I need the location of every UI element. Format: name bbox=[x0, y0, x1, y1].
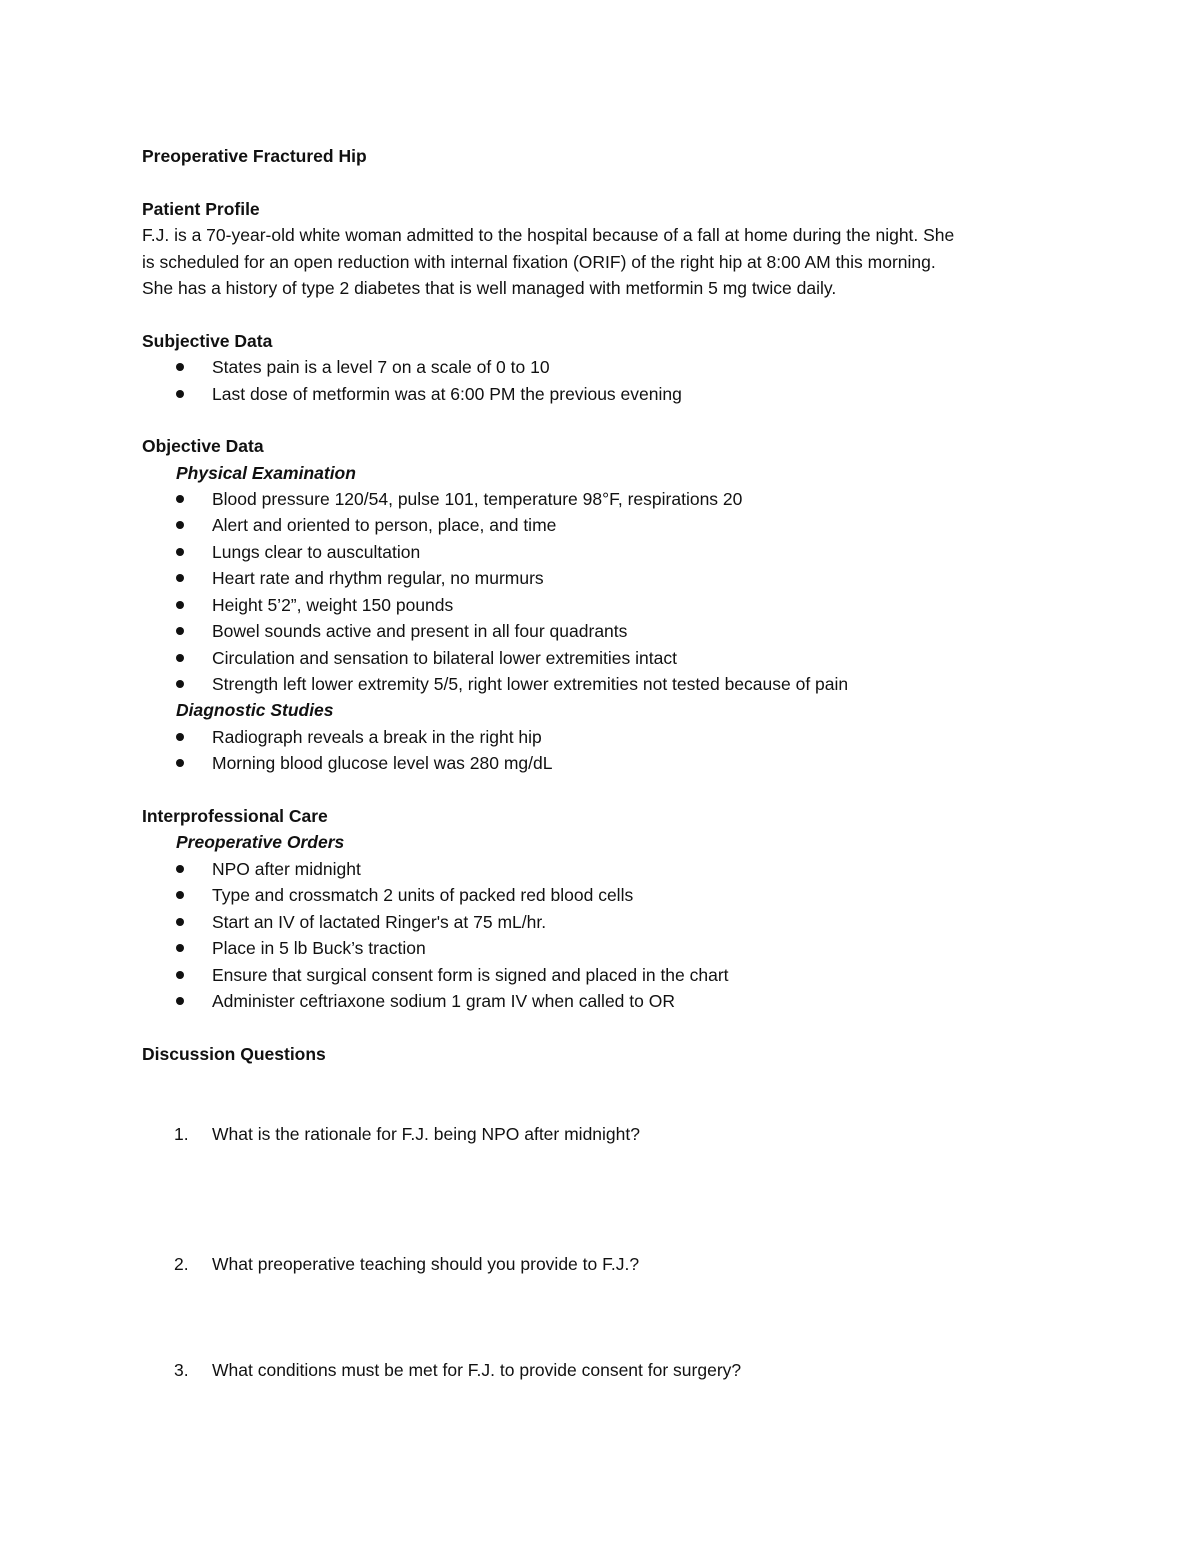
list-item: Morning blood glucose level was 280 mg/dL bbox=[212, 753, 553, 773]
list-item: Radiograph reveals a break in the right hip bbox=[212, 727, 542, 747]
bullet-icon bbox=[176, 918, 184, 926]
bullet-icon bbox=[176, 521, 184, 529]
bullet-icon bbox=[176, 733, 184, 741]
bullet-icon bbox=[176, 390, 184, 398]
list-item: States pain is a level 7 on a scale of 0 to 10 bbox=[212, 357, 550, 377]
bullet-icon bbox=[176, 759, 184, 767]
list-item: Blood pressure 120/54, pulse 101, temperature 98°F, respirations 20 bbox=[212, 489, 743, 509]
list-item: NPO after midnight bbox=[212, 859, 361, 879]
question-number: 2. bbox=[174, 1254, 189, 1274]
discussion-heading: Discussion Questions bbox=[142, 1044, 326, 1064]
question-number: 3. bbox=[174, 1360, 189, 1380]
list-item: Height 5’2”, weight 150 pounds bbox=[212, 595, 454, 615]
list-item: Strength left lower extremity 5/5, right lower extremities not tested because of pain bbox=[212, 674, 849, 694]
preoperative-orders-subheading: Preoperative Orders bbox=[176, 832, 345, 852]
bullet-icon bbox=[176, 574, 184, 582]
patient-profile-heading: Patient Profile bbox=[142, 199, 260, 219]
list-item: Place in 5 lb Buck’s traction bbox=[212, 938, 426, 958]
interprofessional-heading: Interprofessional Care bbox=[142, 806, 328, 826]
list-item: Type and crossmatch 2 units of packed red blood cells bbox=[212, 885, 634, 905]
subjective-heading: Subjective Data bbox=[142, 331, 273, 351]
list-item: Last dose of metformin was at 6:00 PM the previous evening bbox=[212, 384, 682, 404]
patient-profile-line: She has a history of type 2 diabetes that is well managed with metformin 5 mg twice daily. bbox=[142, 278, 837, 298]
list-item: Alert and oriented to person, place, and time bbox=[212, 515, 557, 535]
bullet-icon bbox=[176, 601, 184, 609]
list-item: Heart rate and rhythm regular, no murmurs bbox=[212, 568, 544, 588]
physical-exam-subheading: Physical Examination bbox=[176, 463, 356, 483]
bullet-icon bbox=[176, 495, 184, 503]
bullet-icon bbox=[176, 680, 184, 688]
list-item: Circulation and sensation to bilateral lower extremities intact bbox=[212, 648, 677, 668]
bullet-icon bbox=[176, 363, 184, 371]
bullet-icon bbox=[176, 865, 184, 873]
question-text: What is the rationale for F.J. being NPO after midnight? bbox=[212, 1124, 640, 1144]
bullet-icon bbox=[176, 997, 184, 1005]
diagnostic-studies-subheading: Diagnostic Studies bbox=[176, 700, 334, 720]
list-item: Ensure that surgical consent form is signed and placed in the chart bbox=[212, 965, 729, 985]
question-text: What conditions must be met for F.J. to provide consent for surgery? bbox=[212, 1360, 742, 1380]
patient-profile-line: is scheduled for an open reduction with internal fixation (ORIF) of the right hip at 8:00 AM this morning. bbox=[142, 252, 936, 272]
bullet-icon bbox=[176, 627, 184, 635]
bullet-icon bbox=[176, 944, 184, 952]
question-number: 1. bbox=[174, 1124, 189, 1144]
list-item: Start an IV of lactated Ringer's at 75 mL/hr. bbox=[212, 912, 547, 932]
patient-profile-line: F.J. is a 70-year-old white woman admitted to the hospital because of a fall at home during the night. She bbox=[142, 225, 955, 245]
bullet-icon bbox=[176, 971, 184, 979]
bullet-icon bbox=[176, 654, 184, 662]
bullet-icon bbox=[176, 548, 184, 556]
bullet-icon bbox=[176, 891, 184, 899]
list-item: Administer ceftriaxone sodium 1 gram IV when called to OR bbox=[212, 991, 675, 1011]
document-title: Preoperative Fractured Hip bbox=[142, 146, 367, 166]
list-item: Lungs clear to auscultation bbox=[212, 542, 421, 562]
list-item: Bowel sounds active and present in all four quadrants bbox=[212, 621, 628, 641]
objective-heading: Objective Data bbox=[142, 436, 264, 456]
question-text: What preoperative teaching should you provide to F.J.? bbox=[212, 1254, 640, 1274]
